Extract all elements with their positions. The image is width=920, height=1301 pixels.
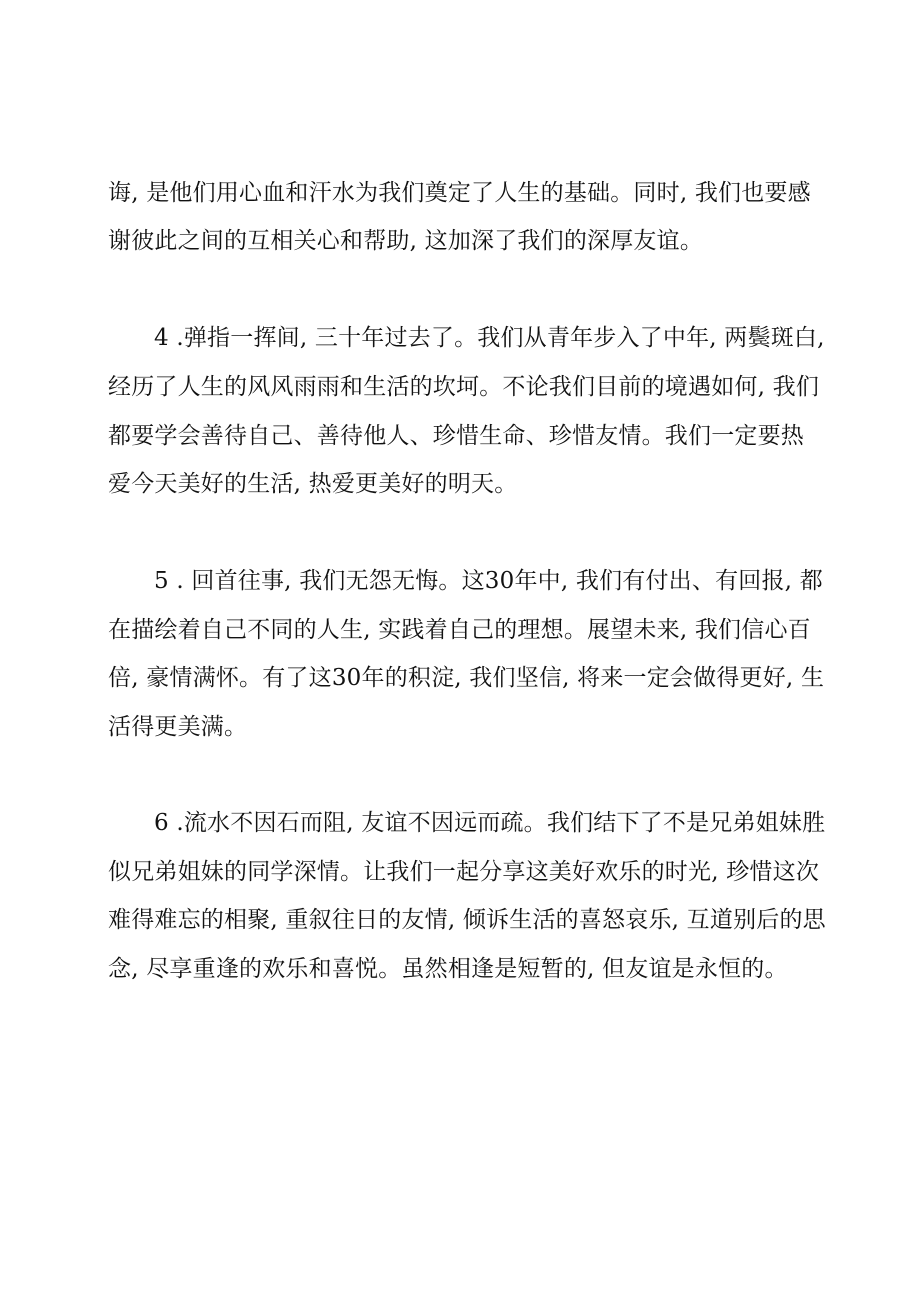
paragraph-6-line-3: 难得难忘的相聚, 重叙往日的友情, 倾诉生活的喜怒哀乐, 互道别后的思 <box>108 907 826 933</box>
paragraph-4-line-3: 都要学会善待自己、善待他人、珍惜生命、珍惜友情。我们一定要热 <box>108 423 804 449</box>
paragraph-1-line-1: 诲, 是他们用心血和汗水为我们奠定了人生的基础。同时, 我们也要感 <box>108 180 811 206</box>
paragraph-6-line-2: 似兄弟姐妹的同学深情。让我们一起分享这美好欢乐的时光, 珍惜这次 <box>108 859 820 885</box>
paragraph-4-line-4: 爱今天美好的生活, 热爱更美好的明天。 <box>108 471 518 497</box>
paragraph-5-line-1: 5 . 回首往事, 我们无怨无悔。这30年中, 我们有付出、有回报, 都 <box>154 568 823 594</box>
paragraph-4-line-2: 经历了人生的风风雨雨和生活的坎坷。不论我们目前的境遇如何, 我们 <box>108 374 820 400</box>
paragraph-5-line-4: 活得更美满。 <box>108 714 248 740</box>
paragraph-1-line-2: 谢彼此之间的互相关心和帮助, 这加深了我们的深厚友谊。 <box>108 228 704 254</box>
paragraph-6-line-4: 念, 尽享重逢的欢乐和喜悦。虽然相逢是短暂的, 但友谊是永恒的。 <box>108 956 788 982</box>
paragraph-5-line-3: 倍, 豪情满怀。有了这30年的积淀, 我们坚信, 将来一定会做得更好, 生 <box>108 665 825 691</box>
paragraph-5-line-2: 在描绘着自己不同的人生, 实践着自己的理想。展望未来, 我们信心百 <box>108 617 811 643</box>
paragraph-4-line-1: 4 .弹指一挥间, 三十年过去了。我们从青年步入了中年, 两鬓斑白, <box>154 325 825 351</box>
paragraph-6-line-1: 6 .流水不因石而阻, 友谊不因远而疏。我们结下了不是兄弟姐妹胜 <box>154 810 826 836</box>
